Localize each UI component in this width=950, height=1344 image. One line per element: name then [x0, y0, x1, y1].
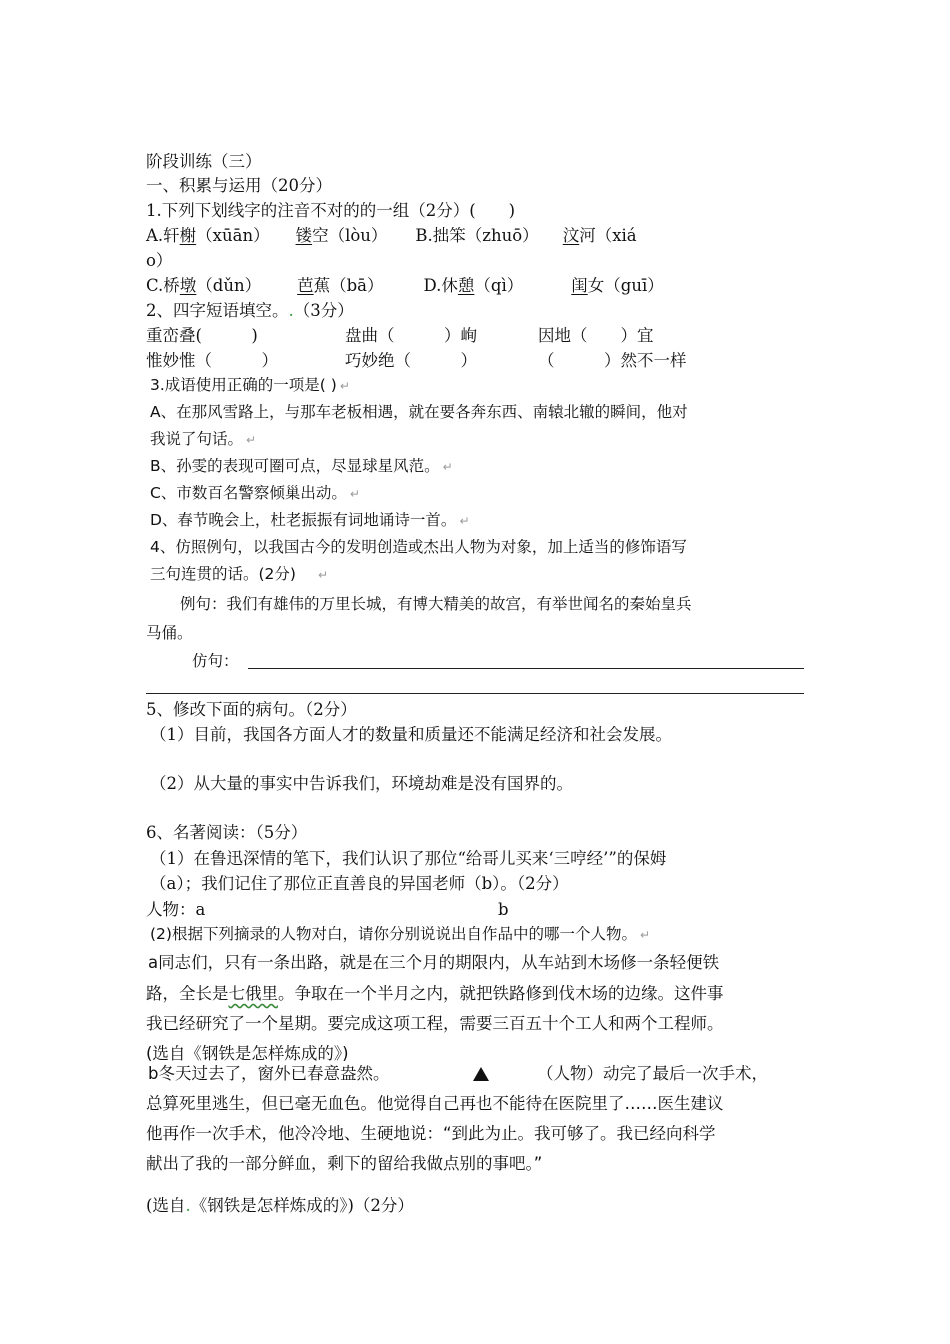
- q2-stem-text: 2、四字短语填空。: [146, 301, 289, 320]
- q6-excerpt-b-source-dot: .: [185, 1196, 191, 1215]
- q2-blank-3: 因地（ ）宜: [538, 326, 654, 345]
- q3-stem: [150, 378, 350, 394]
- q1-option-b-prefix: B.拙笨（zhuō）: [415, 226, 539, 245]
- paragraph-mark: ↵: [639, 928, 651, 942]
- q4-stem-line1: 4、仿照例句，以我国古今的发明创造或杰出人物为对象，加上适当的修饰语写: [150, 538, 687, 556]
- q6-people-label-a: 人物：a: [146, 900, 206, 919]
- q1-option-a-prefix: A.轩: [146, 226, 180, 245]
- paragraph-mark: ↵: [442, 460, 453, 474]
- q6-excerpt-b-line1-post: （人物）动完了最后一次手术，: [537, 1064, 768, 1083]
- q6-part2-stem: [150, 927, 650, 943]
- q5-sentence-1: （1）目前，我国各方面人才的数量和质量还不能满足经济和社会发展。: [150, 725, 672, 744]
- q1-option-d-pinyin-1: （qì）: [474, 276, 524, 295]
- q1-options-cd: [146, 278, 664, 295]
- q2-blank-5: 巧妙绝（ ）: [345, 351, 477, 370]
- q1-option-c-pinyin-2: 蕉（bā）: [313, 276, 384, 295]
- q4-answer-line-1[interactable]: [248, 668, 804, 669]
- q4-stem-line2: [150, 567, 328, 583]
- q3-option-b-text: B、孙雯的表现可圈可点，尽显球星风范。: [150, 457, 440, 475]
- q3-option-c: [150, 486, 360, 502]
- q6-excerpt-a-line2: [146, 986, 724, 1003]
- q3-option-a-line1: A、在那风雪路上，与那车老板相遇，就在要各奔东西、南辕北辙的瞬间，他对: [150, 403, 688, 421]
- q2-stem-score: （3分）: [293, 301, 354, 320]
- q4-answer-line-2[interactable]: [146, 693, 804, 694]
- q6-excerpt-b-source: [146, 1198, 414, 1215]
- q1-option-a-underlined-2: 镂: [295, 226, 313, 245]
- q1-option-b-pinyin: 河（xiá: [579, 226, 637, 245]
- q6-excerpt-b-source-post: 《钢铁是怎样炼成的》)（2分）: [190, 1196, 414, 1215]
- q6-part1-line1: （1）在鲁迅深情的笔下，我们认识了那位“给哥儿买来‘三哼经’”的保姆: [150, 849, 667, 868]
- q4-imitate-label: 仿句：: [192, 652, 239, 670]
- q6-stem: 6、名著阅读：（5分）: [146, 823, 308, 842]
- q3-option-b: [150, 459, 453, 475]
- spellcheck-flagged-word: 七俄里: [228, 984, 278, 1003]
- q1-option-c-underlined-2: 芭: [297, 276, 314, 295]
- q6-part1-line2: （a）；我们记住了那位正直善良的异国老师（b）。（2分）: [150, 874, 569, 893]
- q4-example-line2: 马俑。: [146, 624, 193, 642]
- paragraph-mark: ↵: [317, 568, 329, 582]
- q2-blank-2: 盘曲（ ）峋: [345, 326, 477, 345]
- q1-option-b-underlined: 汶: [562, 226, 580, 245]
- q2-blank-6: （ ）然不一样: [538, 351, 687, 370]
- q2-stem: [146, 303, 354, 320]
- q6-excerpt-a-line1: a同志们，只有一条出路，就是在三个月的期限内，从车站到木场修一条轻便铁: [148, 953, 720, 972]
- q4-stem-line2-text: 三句连贯的话。(2分): [150, 565, 296, 583]
- q6-excerpt-b-line1-pre: b冬天过去了，窗外已春意盎然。: [148, 1064, 390, 1083]
- q6-excerpt-a-line2-pre: 路，全长是: [146, 984, 229, 1003]
- q1-option-c-prefix: C.桥: [146, 276, 180, 295]
- q3-option-a-line2: [150, 432, 256, 448]
- q1-option-d-underlined-1: 憩: [457, 276, 475, 295]
- q3-stem-text: 3.成语使用正确的一项是( ): [150, 376, 337, 394]
- q6-excerpt-b-line3: 他再作一次手术，他冷冷地、生硬地说：“到此为止。我可够了。我已经向科学: [146, 1124, 716, 1143]
- q3-option-c-text: C、市数百名警察倾巢出动。: [150, 484, 347, 502]
- q1-option-c-pinyin-1: （dǔn）: [196, 276, 262, 295]
- q3-option-a-line2-text: 我说了句话。: [150, 430, 244, 448]
- q1-option-d-prefix: D.休: [423, 276, 458, 295]
- q6-excerpt-b-line2: 总算死里逃生，但已毫无血色。他觉得自己再也不能待在医院里了……医生建议: [146, 1094, 724, 1113]
- q1-stem: 1.下列下划线字的注音不对的的一组（2分）( ): [146, 201, 516, 220]
- q2-blank-4: 惟妙惟（ ）: [146, 351, 278, 370]
- q3-option-d-text: D、春节晚会上，杜老振振有词地诵诗一首。: [150, 511, 457, 529]
- paragraph-mark: ↵: [339, 379, 350, 393]
- paragraph-mark: ↵: [459, 514, 470, 528]
- paragraph-mark: ↵: [246, 433, 257, 447]
- q5-sentence-2: （2）从大量的事实中告诉我们，环境劫难是没有国界的。: [150, 774, 573, 793]
- q1-option-a-pinyin-2: 空（lòu）: [312, 226, 388, 245]
- q2-stem-dot: .: [288, 301, 294, 320]
- q4-example-line1: 例句：我们有雄伟的万里长城，有博大精美的故宫，有举世闻名的秦始皇兵: [180, 595, 692, 613]
- q6-excerpt-b-line4: 献出了我的一部分鲜血，剩下的留给我做点别的事吧。”: [146, 1154, 543, 1173]
- triangle-icon: [473, 1067, 489, 1081]
- q6-part2-stem-text: (2)根据下列摘录的人物对白，请你分别说说出自作品中的哪一个人物。: [150, 925, 637, 943]
- q6-excerpt-a-source: (选自《钢铁是怎样炼成的》): [146, 1044, 349, 1063]
- q1-option-a-underlined-1: 榭: [179, 226, 197, 245]
- q6-excerpt-a-line2-post: 。争取在一个半月之内，就把铁路修到伐木场的边缘。这件事: [278, 984, 724, 1003]
- q6-excerpt-a-line3: 我已经研究了一个星期。要完成这项工程，需要三百五十个工人和两个工程师。: [146, 1014, 724, 1033]
- section-heading: 一、积累与运用（20分）: [146, 176, 332, 195]
- page-title: 阶段训练（三）: [146, 152, 262, 171]
- q3-option-d: [150, 513, 470, 529]
- paragraph-mark: ↵: [349, 487, 360, 501]
- q5-stem: 5、修改下面的病句。（2分）: [146, 700, 357, 719]
- q1-options-ab: [146, 228, 637, 245]
- q1-option-c-underlined-1: 墩: [179, 276, 197, 295]
- q1-option-b-wrap: o）: [146, 251, 173, 270]
- q1-option-d-underlined-2: 闺: [571, 276, 588, 295]
- q6-excerpt-b-source-pre: (选自: [146, 1196, 186, 1215]
- q2-blank-1: 重峦叠( ): [146, 326, 258, 345]
- q1-option-a-pinyin-1: （xūān）: [196, 226, 270, 245]
- q1-option-d-pinyin-2: 女（guī）: [587, 276, 664, 295]
- q6-people-label-b: b: [498, 900, 509, 919]
